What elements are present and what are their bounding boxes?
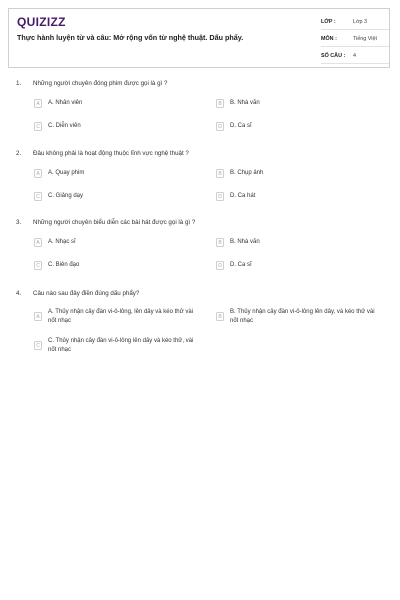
worksheet-header xyxy=(8,8,390,68)
question-header xyxy=(16,288,386,298)
option-text: D. Ca hát xyxy=(230,193,256,199)
meta-value: Lớp 3 xyxy=(353,19,368,25)
option-text: B. Chụp ảnh xyxy=(230,170,264,176)
question-text: Những người chuyên đóng phim được gọi là gì ? xyxy=(33,79,168,87)
option-text: A. Nhạc sĩ xyxy=(48,239,76,245)
option-text: A. Quay phim xyxy=(48,170,85,176)
option-letter-box: D xyxy=(216,261,224,270)
option-text: C. Diễn viên xyxy=(48,123,81,129)
option-text: D. Ca sĩ xyxy=(230,123,252,129)
option-b[interactable] xyxy=(216,238,260,247)
option-text: D. Ca sĩ xyxy=(230,262,252,268)
option-c[interactable] xyxy=(34,122,81,131)
question-number: 4. xyxy=(16,289,22,297)
option-c[interactable] xyxy=(34,261,79,270)
option-a[interactable] xyxy=(34,308,198,325)
option-text: B. Thủy nhận cây đàn vi-ô-lông lên dây, và kéo thử vài nốt nhạc xyxy=(230,309,375,324)
question-header xyxy=(16,217,386,227)
option-letter-box: C xyxy=(34,341,42,350)
option-letter-box: C xyxy=(34,261,42,270)
option-d[interactable] xyxy=(216,192,255,201)
option-c[interactable] xyxy=(34,192,83,201)
option-text: B. Nhà văn xyxy=(230,100,260,106)
option-letter-box: A xyxy=(34,312,42,321)
meta-label: SỐ CÂU : xyxy=(321,53,346,59)
question-text: Đâu không phải là hoạt động thuộc lĩnh vực nghệ thuật ? xyxy=(33,149,189,157)
meta-value: 4 xyxy=(353,53,356,59)
option-text: C. Biên đạo xyxy=(48,262,80,268)
question-3 xyxy=(16,217,386,269)
option-letter-box: B xyxy=(216,238,224,247)
option-text: A. Nhân viên xyxy=(48,100,83,106)
option-text: A. Thủy nhận cây đàn vi-ô-lông, lên dây và kéo thử vài nốt nhạc xyxy=(48,309,193,324)
option-d[interactable] xyxy=(216,122,252,131)
question-header xyxy=(16,148,386,158)
question-4 xyxy=(16,288,386,353)
option-letter-box: D xyxy=(216,192,224,201)
meta-label: LỚP : xyxy=(321,19,336,25)
option-letter-box: C xyxy=(34,192,42,201)
option-c[interactable] xyxy=(34,337,198,354)
question-text: Những người chuyên biểu diễn các bài hát được gọi là gì ? xyxy=(33,218,196,226)
option-text: B. Nhà văn xyxy=(230,239,260,245)
meta-row-grade xyxy=(321,15,389,30)
question-1 xyxy=(16,78,386,130)
option-letter-box: A xyxy=(34,169,42,178)
question-number: 1. xyxy=(16,79,22,87)
option-b[interactable] xyxy=(216,308,380,325)
meta-label: MÔN : xyxy=(321,36,337,42)
question-header xyxy=(16,78,386,88)
option-d[interactable] xyxy=(216,261,252,270)
option-a[interactable] xyxy=(34,169,84,178)
question-2 xyxy=(16,148,386,200)
option-letter-box: B xyxy=(216,312,224,321)
quizizz-logo: QUIZIZZ xyxy=(17,15,66,29)
option-letter-box: A xyxy=(34,99,42,108)
option-b[interactable] xyxy=(216,169,263,178)
worksheet-title: Thực hành luyện từ và câu: Mở rộng vốn từ nghệ thuật. Dấu phẩy. xyxy=(17,33,244,42)
option-text: C. Thủy nhận cây đàn vi-ô-lông lên dây và kéo thử, vài nốt nhạc xyxy=(48,338,194,353)
worksheet-meta xyxy=(321,15,389,66)
option-letter-box: C xyxy=(34,122,42,131)
meta-row-question-count xyxy=(321,49,389,64)
question-number: 3. xyxy=(16,218,22,226)
question-number: 2. xyxy=(16,149,22,157)
question-text: Câu nào sau đây điền đúng dấu phẩy? xyxy=(33,289,140,297)
meta-value: Tiếng Việt xyxy=(353,36,377,42)
option-a[interactable] xyxy=(34,99,82,108)
option-letter-box: B xyxy=(216,169,224,178)
option-a[interactable] xyxy=(34,238,76,247)
option-letter-box: A xyxy=(34,238,42,247)
option-letter-box: B xyxy=(216,99,224,108)
option-letter-box: D xyxy=(216,122,224,131)
meta-row-subject xyxy=(321,32,389,47)
option-text: C. Giảng dạy xyxy=(48,193,84,199)
option-b[interactable] xyxy=(216,99,260,108)
